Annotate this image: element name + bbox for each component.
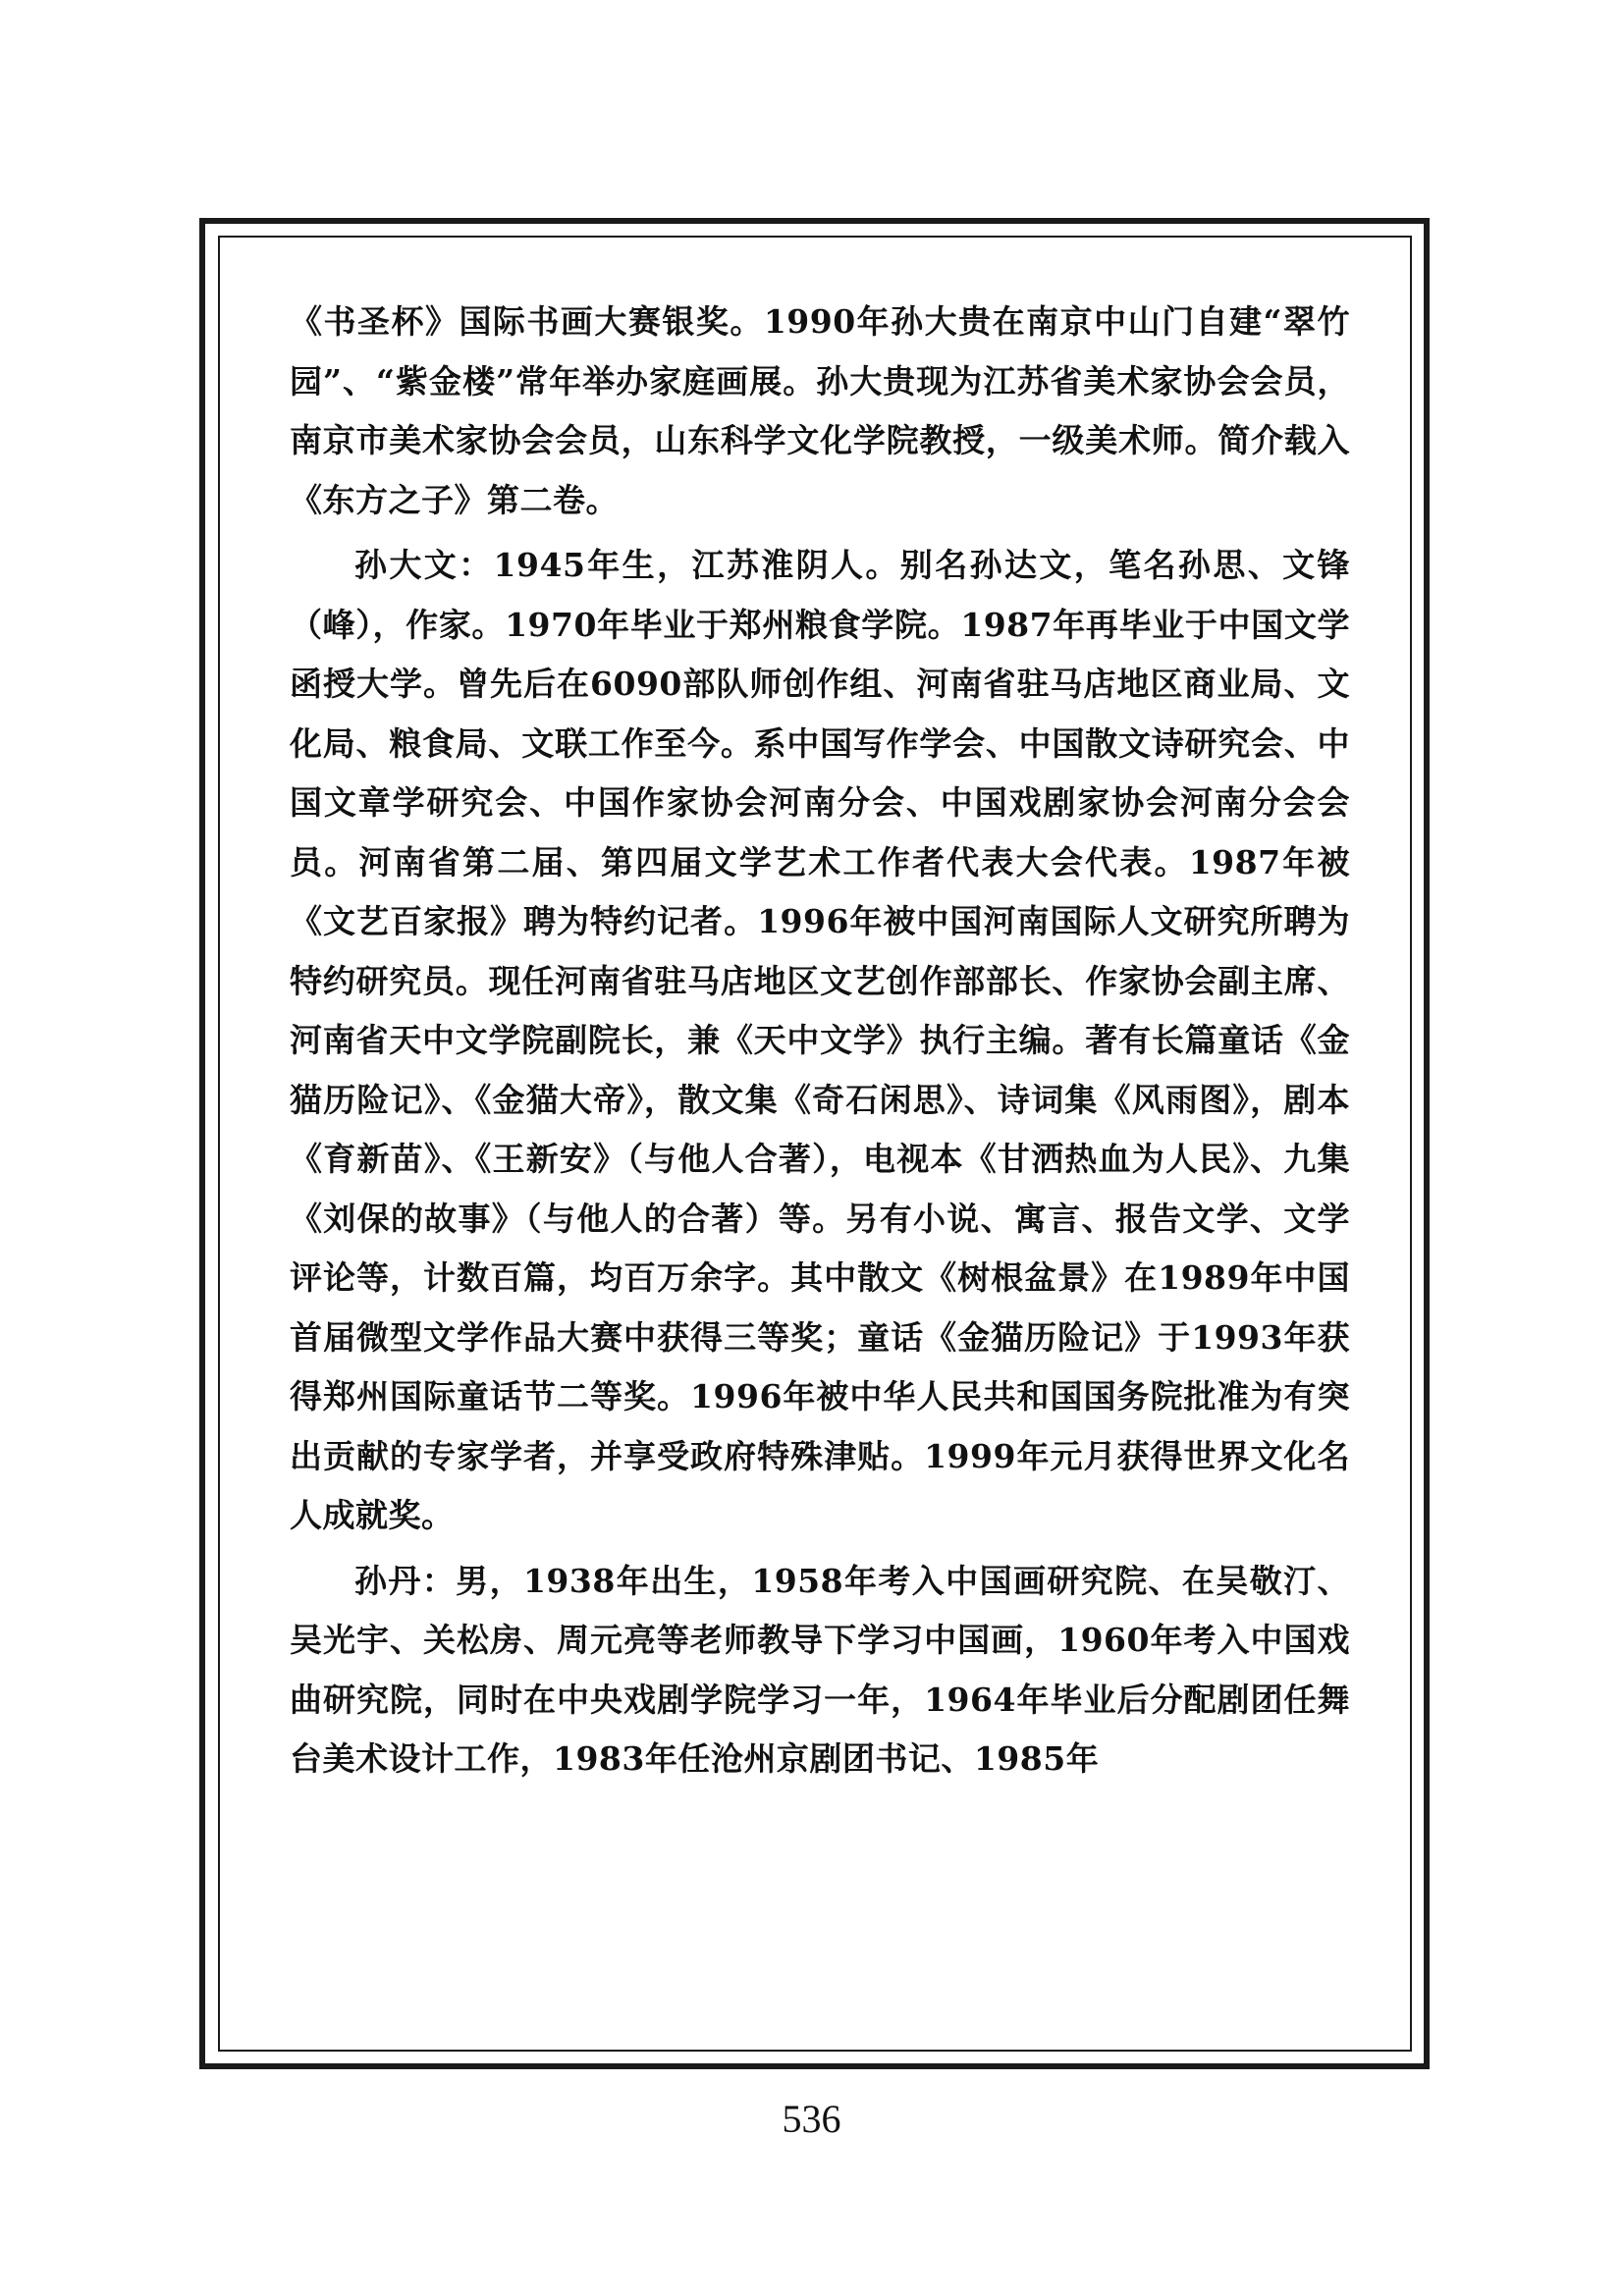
page-number: 536	[782, 2097, 841, 2141]
paragraph-sun-dawen: 孙大文：1945年生，江苏淮阴人。别名孙达文，笔名孙思、文锋（峰），作家。1970年毕业于郑州粮食学院。1987年再毕业于中国文学函授大学。曾先后在6090部队师创作组、河南省驻马店地区商业局、文化局、粮食局、文联工作至今。系中国写作学会、中国散文诗研究会、中国文章学研究会、中国作家协会河南分会、中国戏剧家协会河南分会会员。河南省第二届、第四届文学艺术工作者代表大会代表。1987年被《文艺百家报》聘为特约记者。1996年被中国河南国际人文研究所聘为特约研究员。现任河南省驻马店地区文艺创作部部长、作家协会副主席、河南省天中文学院副院长，兼《天中文学》执行主编。著有长篇童话《金猫历险记》、《金猫大帝》，散文集《奇石闲思》、诗词集《风雨图》，剧本《育新苗》、《王新安》（与他人合著），电视本《甘洒热血为人民》、九集《刘保的故事》（与他人的合著）等。另有小说、寓言、报告文学、文学评论等，计数百篇，均百万余字。其中散文《树根盆景》在1989年中国首届微型文学作品大赛中获得三等奖；童话《金猫历险记》于1993年获得郑州国际童话节二等奖。1996年被中华人民共和国国务院批准为有突出贡献的专家学者，并享受政府特殊津贴。1999年元月获得世界文化名人成就奖。	[290, 546, 1350, 1534]
text-body	[290, 293, 1350, 1789]
paragraph-continued: 《书圣杯》国际书画大赛银奖。1990年孙大贵在南京中山门自建“翠竹园”、“紫金楼”常年举办家庭画展。孙大贵现为江苏省美术家协会会员，南京市美术家协会会员，山东科学文化学院教授，一级美术师。简介载入《东方之子》第二卷。	[290, 302, 1350, 519]
paragraph-sun-dan: 孙丹：男，1938年出生，1958年考入中国画研究院、在吴敬汀、吴光宇、关松房、周元亮等老师教导下学习中国画，1960年考入中国戏曲研究院，同时在中央戏剧学院学习一年，1964年毕业后分配剧团任舞台美术设计工作，1983年任沧州京剧团书记、1985年	[290, 1561, 1350, 1778]
